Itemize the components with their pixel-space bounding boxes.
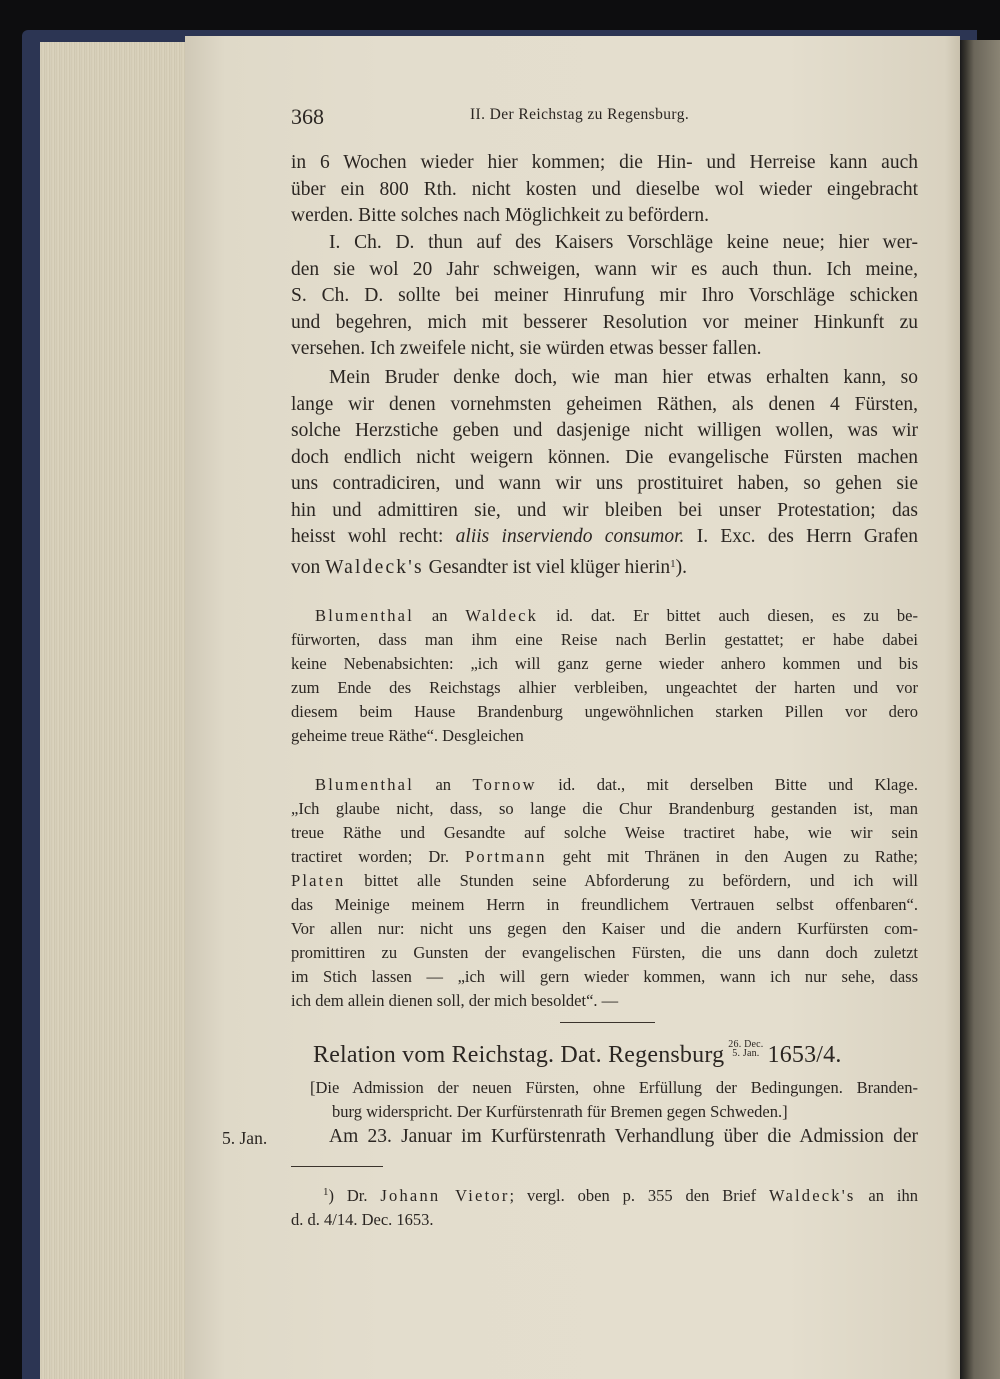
text-line: d. d. 4/14. Dec. 1653.: [291, 1210, 434, 1229]
recipient-name: Tornow: [472, 775, 537, 794]
section-year: 1653/4.: [767, 1042, 842, 1068]
sender-name: Blumenthal: [315, 775, 414, 794]
letter-blumenthal-tornow: [291, 773, 918, 1013]
text-fragment: id. dat., mit derselben Bitte und Klage.: [536, 775, 919, 794]
margin-date: 5. Jan.: [222, 1128, 268, 1148]
text-fragment: I. Exc. des Herrn Grafen: [684, 526, 918, 547]
spaced-name: Portmann: [464, 847, 547, 866]
recipient-name: Waldeck: [465, 606, 539, 625]
footnote: [291, 1180, 918, 1232]
text-line: und begehren, mich mit besserer Resolution vor meiner Hinkunft zu: [291, 311, 918, 333]
date-bottom: 5. Jan.: [732, 1048, 760, 1059]
text-line: versehen. Ich zweifele nicht, sie würden etwas besser fallen.: [291, 338, 762, 359]
text-line: keine Nebenabsichten: „ich will ganz gerne wieder anhero kommen und bis: [291, 654, 918, 673]
running-title: II. Der Reichstag zu Regensburg.: [470, 106, 690, 123]
section-heading: [313, 1040, 842, 1069]
spaced-name: Waldeck's: [769, 1186, 856, 1205]
text-fragment: ) Dr.: [328, 1186, 381, 1205]
text-line: Vor allen nur: nicht uns gegen den Kaiser und die andern Kurfürsten com-: [291, 919, 918, 938]
text-line: im Stich lassen — „ich will gern wieder kommen, wann ich nur sehe, dass: [291, 967, 918, 986]
text-fragment: Gesandter ist viel klüger hierin: [423, 556, 671, 578]
text-line: [291, 604, 918, 628]
text-fragment: tractiret worden; Dr.: [291, 847, 465, 866]
text-line: diesem beim Hause Brandenburg ungewöhnlichen starken Pillen vor dero: [291, 702, 918, 721]
footnote-mark: 1: [323, 1186, 329, 1198]
sender-name: Blumenthal: [315, 606, 414, 625]
text-line: [291, 524, 918, 551]
paragraph-3: [291, 365, 918, 581]
latin-phrase: aliis inserviendo consumor.: [455, 526, 685, 547]
text-line: burg widerspricht. Der Kurfürstenrath für Bremen gegen Schweden.]: [332, 1102, 788, 1121]
text-line: [291, 845, 918, 869]
text-fragment: geht mit Thränen in den Augen zu Rathe;: [546, 847, 918, 866]
text-line: uns contradiciren, und wann wir uns prostituiret haben, so gehen sie: [291, 473, 918, 494]
text-line: fürworten, dass man ihm eine Reise nach Berlin gestattet; er habe dabei: [291, 630, 918, 649]
text-fragment: bittet alle Stunden seine Abforderung zu befördern, und ich will: [345, 871, 918, 890]
section-body: [291, 1124, 918, 1151]
footnote-ref[interactable]: 1: [670, 557, 676, 570]
section-title: Relation vom Reichstag. Dat. Regensburg: [313, 1042, 725, 1068]
text-line: solche Herzstiche geben und dasjenige nicht willigen wollen, was wir: [291, 420, 918, 441]
letter-blumenthal-waldeck: [291, 604, 918, 748]
text-line: Am 23. Januar im Kurfürstenrath Verhandlung über die Admission der: [329, 1126, 918, 1147]
text-line: den sie wol 20 Jahr schweigen, wann wir es auch thun. Ich meine,: [291, 258, 918, 280]
section-divider: [560, 1022, 655, 1023]
text-line: [291, 1180, 918, 1208]
text-line: ich dem allein dienen soll, der mich besoldet“. —: [291, 991, 619, 1010]
spaced-name: Platen: [291, 871, 346, 890]
text-line: promittiren zu Gunsten der evangelischen Fürsten, die uns dann doch zuletzt: [291, 943, 918, 962]
text-line: lange wir denen vornehmsten geheimen Räthen, als denen 4 Fürsten,: [291, 393, 918, 415]
text-fragment: an ihn: [855, 1186, 918, 1205]
text-fragment: ).: [675, 556, 688, 578]
text-line: über ein 800 Rth. nicht kosten und dieselbe wol wieder eingebracht: [291, 178, 918, 200]
page-edges: [40, 42, 190, 1379]
page-number: 368: [291, 104, 324, 129]
text-line: S. Ch. D. sollte bei meiner Hinrufung mir Ihro Vorschläge schicken: [291, 285, 918, 306]
text-fragment: id. dat. Er bittet auch diesen, es zu be-: [538, 606, 918, 625]
text-line: geheime treue Räthe“. Desgleichen: [291, 726, 524, 745]
text-line: [Die Admission der neuen Fürsten, ohne Erfüllung der Bedingungen. Branden-: [310, 1078, 918, 1097]
text-line: in 6 Wochen wieder hier kommen; die Hin- und Herreise kann auch: [291, 152, 918, 173]
date-top: 26. Dec.: [728, 1039, 764, 1050]
text-line: [291, 551, 918, 582]
facing-page-edge: [960, 40, 1000, 1379]
footnote-rule: [291, 1166, 383, 1167]
text-line: das Meinige meinem Herrn in freundlichem Vertrauen selbst offenbaren“.: [291, 895, 918, 914]
paragraph-2: [291, 230, 918, 363]
text-line: werden. Bitte solches nach Möglichkeit zu befördern.: [291, 205, 710, 226]
text-line: I. Ch. D. thun auf des Kaisers Vorschläge keine neue; hier wer-: [329, 232, 918, 253]
text-line: hin und admittiren sie, und wir bleiben bei unser Protestation; das: [291, 499, 918, 521]
text-fragment: von: [291, 556, 326, 578]
text-fragment: an: [414, 775, 473, 794]
text-line: Mein Bruder denke doch, wie man hier etwas erhalten kann, so: [329, 367, 918, 388]
paragraph-1: [291, 150, 918, 230]
spaced-name: Johann Vietor: [380, 1186, 510, 1205]
text-line: [291, 773, 918, 797]
date-fraction: [728, 1040, 763, 1058]
spaced-name: Waldeck's: [325, 556, 424, 578]
text-line: doch endlich nicht weigern können. Die evangelische Fürsten machen: [291, 446, 918, 468]
text-fragment: heisst wohl recht:: [291, 526, 456, 547]
text-fragment: ; vergl. oben p. 355 den Brief: [509, 1186, 770, 1205]
text-line: treue Räthe und Gesandte auf solche Weise tractiret habe, wie wir sein: [291, 823, 918, 842]
text-line: „Ich glaube nicht, dass, so lange die Chur Brandenburg gestanden ist, man: [291, 799, 918, 818]
text-fragment: an: [414, 606, 466, 625]
section-summary: [310, 1076, 918, 1124]
text-line: [291, 869, 918, 893]
text-line: zum Ende des Reichstags alhier verbleiben, ungeachtet der harten und vor: [291, 678, 918, 697]
